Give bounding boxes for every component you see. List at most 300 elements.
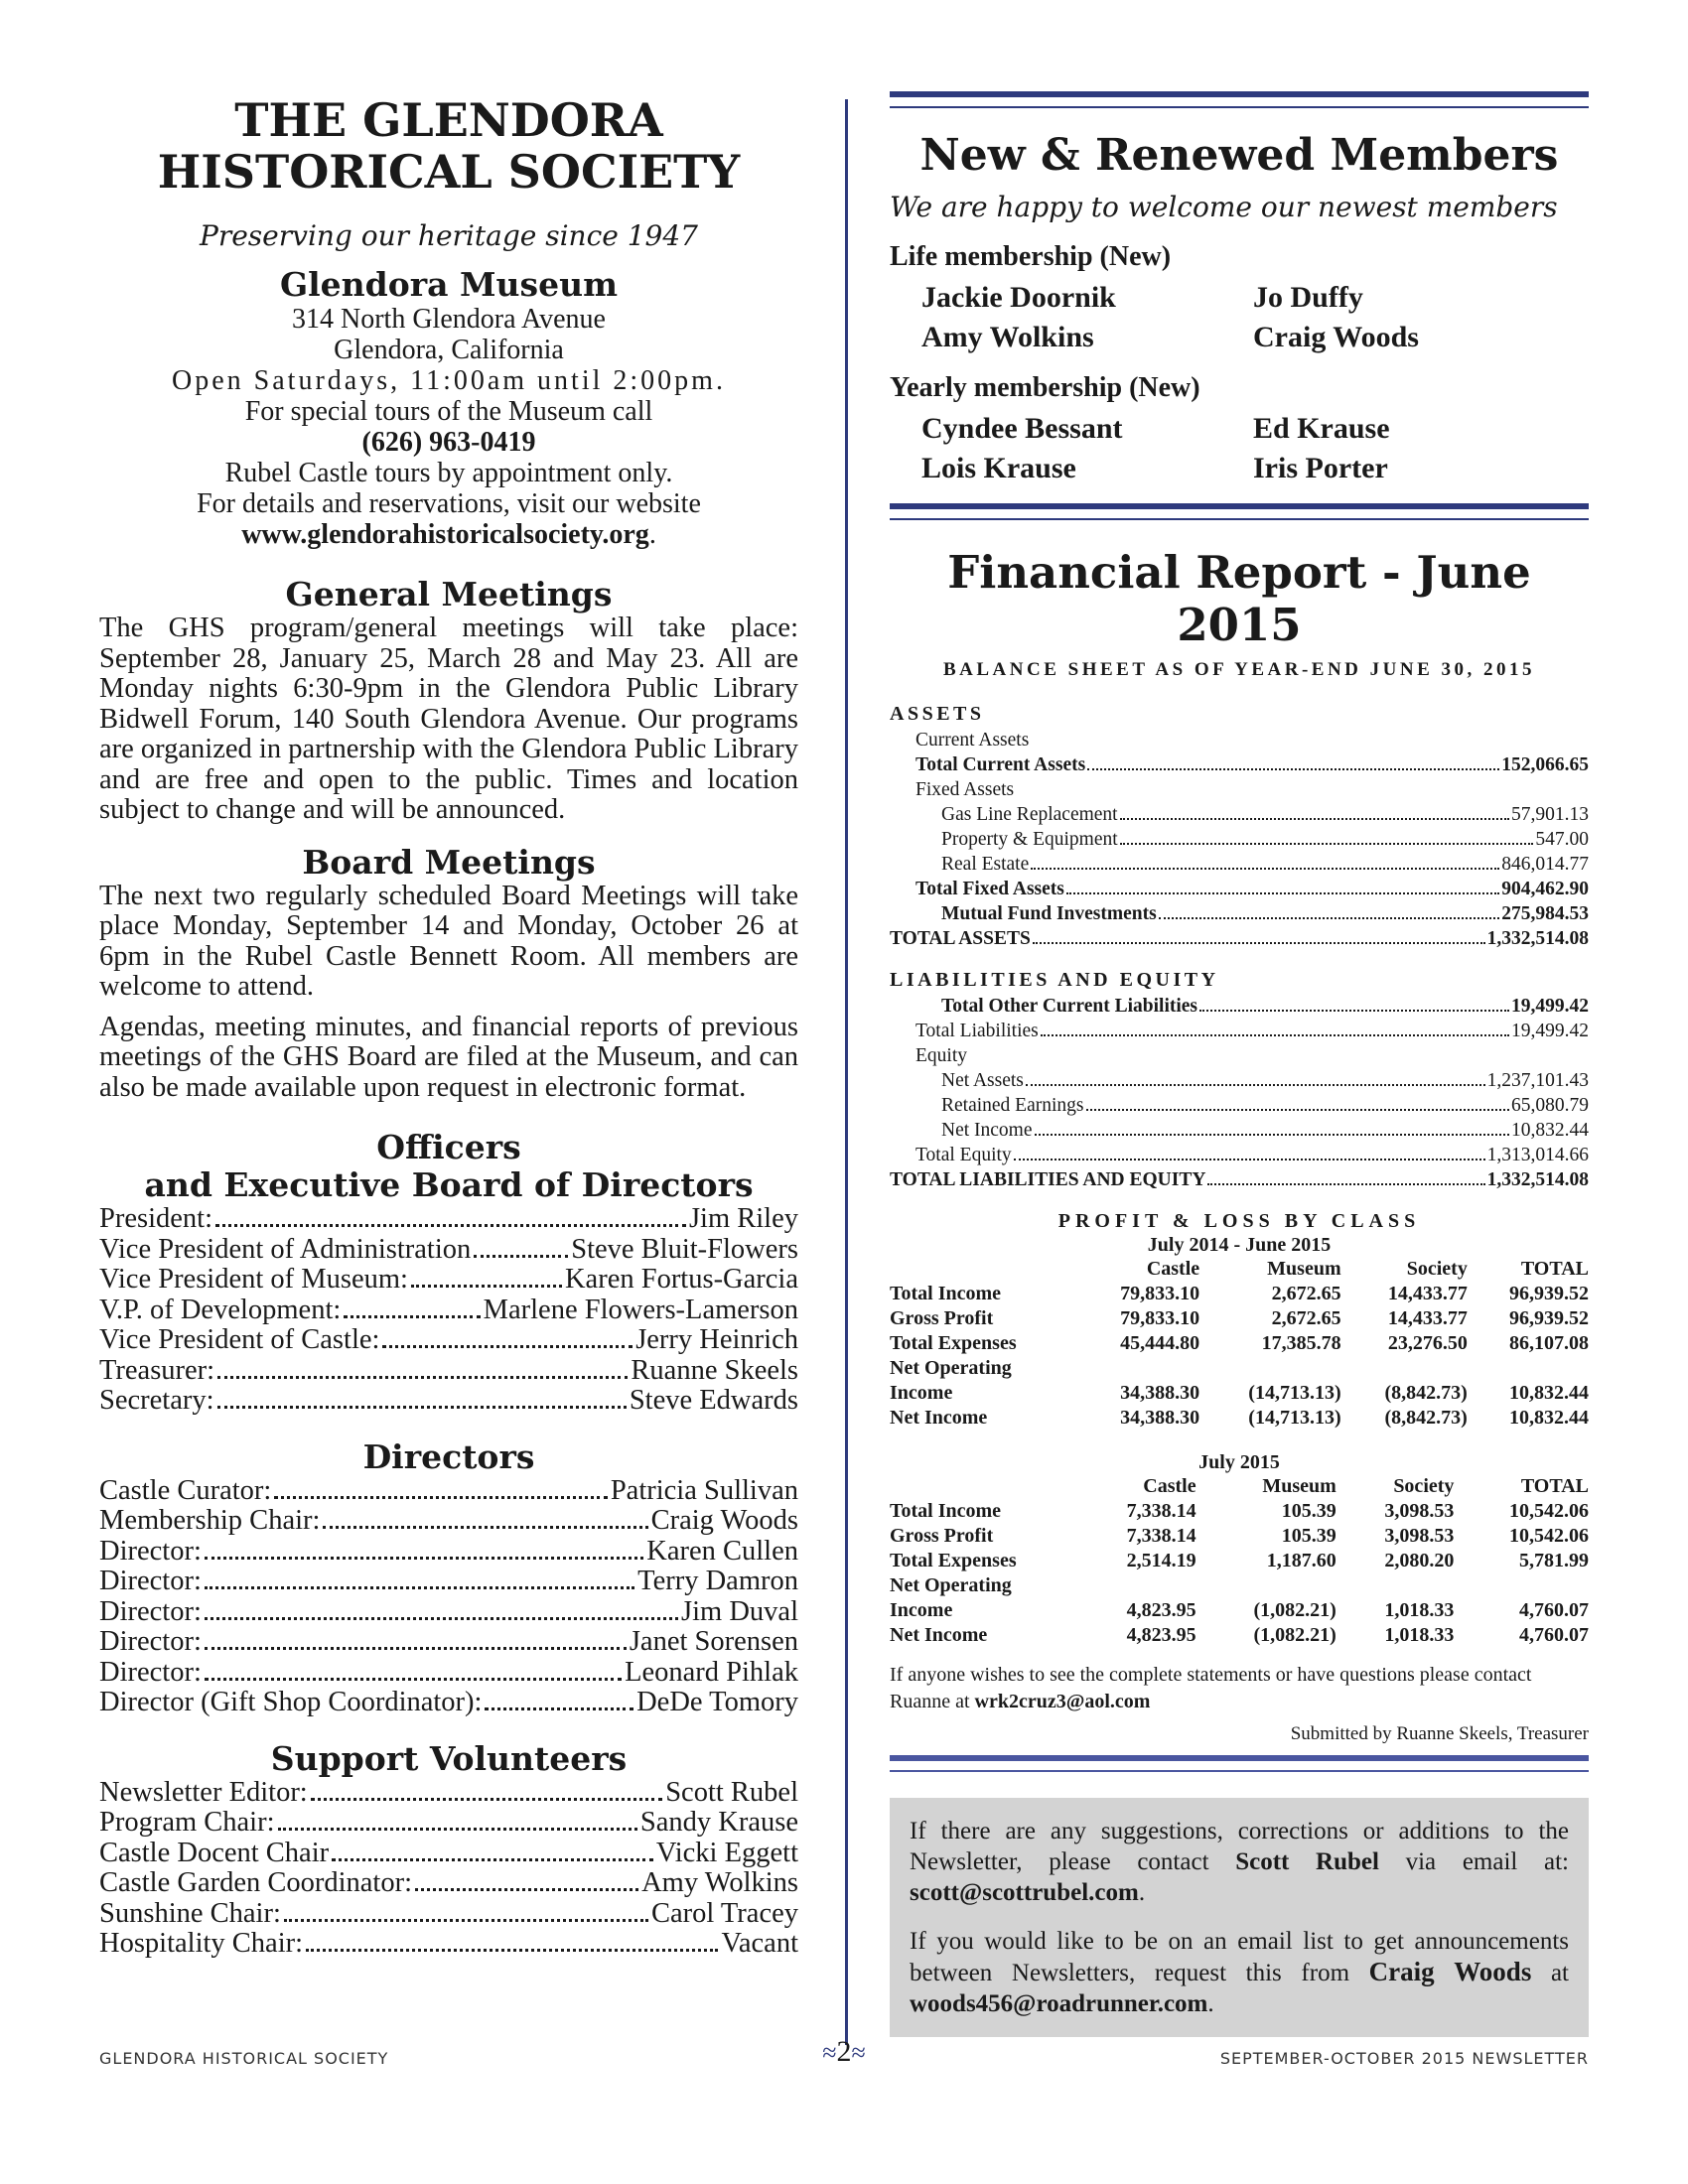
pl-table xyxy=(890,1474,1589,1648)
dot-leader xyxy=(344,1315,480,1318)
pl-column-header: Society xyxy=(1406,1258,1468,1280)
pl-row xyxy=(890,1499,1589,1524)
website-line xyxy=(99,519,798,550)
pl-cell: 5,781.99 xyxy=(1519,1550,1589,1571)
roster-role: Director (Gift Shop Coordinator): xyxy=(99,1687,483,1717)
financial-title: Financial Report - June 2015 xyxy=(947,546,1531,651)
dot-leader xyxy=(485,1707,633,1710)
pl-cell: 1,018.33 xyxy=(1384,1624,1455,1646)
pl-cell xyxy=(1454,1573,1589,1598)
roster-row xyxy=(99,1567,798,1597)
dot-leader xyxy=(1159,917,1500,919)
pl-cell: 2,080.20 xyxy=(1384,1550,1455,1571)
footer-right: SEPTEMBER-OCTOBER 2015 NEWSLETTER xyxy=(1219,2049,1589,2068)
roster-row xyxy=(99,1476,798,1507)
financial-line xyxy=(890,1043,1589,1068)
dot-leader xyxy=(1086,1109,1510,1111)
pl-row xyxy=(890,1573,1589,1598)
financial-line xyxy=(890,777,1589,802)
dot-leader xyxy=(1026,1084,1485,1086)
dot-leader xyxy=(411,1285,562,1288)
roster-row xyxy=(99,1204,798,1235)
swirl-icon: ≈ xyxy=(851,2038,866,2067)
pl-cell: 2,672.65 xyxy=(1271,1307,1341,1329)
pl-cell: 10,542.06 xyxy=(1509,1525,1589,1547)
pl-row-label: Gross Profit xyxy=(890,1525,994,1547)
pl-period: July 2015 xyxy=(1198,1451,1280,1473)
dot-leader xyxy=(323,1526,647,1529)
pl-row-label: Net Income xyxy=(890,1624,988,1646)
pl-row-label: Gross Profit xyxy=(890,1307,994,1329)
roster-role: Vice President of Castle: xyxy=(99,1324,380,1355)
dot-leader xyxy=(205,1678,622,1681)
pl-cell: 96,939.52 xyxy=(1509,1307,1589,1329)
line-value: 19,499.42 xyxy=(1511,1021,1589,1041)
line-label: Net Income xyxy=(941,1120,1033,1141)
roster-role: Hospitality Chair: xyxy=(99,1928,304,1959)
roster-name: Marlene Flowers-Lamerson xyxy=(483,1294,798,1325)
dot-leader xyxy=(1041,1034,1509,1036)
roster-name: Janet Sorensen xyxy=(629,1626,798,1657)
roster-role: Treasurer: xyxy=(99,1354,215,1386)
pl-cell: 34,388.30 xyxy=(1120,1382,1200,1404)
pl-cell: (1,082.21) xyxy=(1253,1599,1336,1621)
roster-role: Director: xyxy=(99,1656,202,1688)
masthead-line-1: THE GLENDORA xyxy=(234,93,663,147)
pl-cell xyxy=(1196,1573,1336,1598)
board-meetings-title: Board Meetings xyxy=(302,842,596,882)
pl-cell xyxy=(1199,1356,1340,1381)
pl-cell xyxy=(1468,1356,1589,1381)
dot-leader xyxy=(1035,1134,1509,1136)
roster-row xyxy=(99,1868,798,1899)
roster-name: Sandy Krause xyxy=(639,1807,798,1838)
roster-name: Craig Woods xyxy=(650,1505,798,1536)
roster-name: Terry Damron xyxy=(637,1566,798,1596)
dot-leader xyxy=(278,1828,637,1831)
pl-cell: (1,082.21) xyxy=(1253,1624,1336,1646)
roster-role: Director: xyxy=(99,1626,202,1657)
dot-leader xyxy=(1120,843,1534,845)
pl-cell: 45,444.80 xyxy=(1120,1332,1200,1354)
line-label: Equity xyxy=(915,1045,967,1066)
financial-bottom-rule xyxy=(890,1755,1589,1772)
financial-line xyxy=(890,1068,1589,1093)
roster-role: Director: xyxy=(99,1566,202,1596)
pl-cell: (8,842.73) xyxy=(1384,1382,1468,1404)
members-top-rule xyxy=(890,91,1589,108)
roster-role: Newsletter Editor: xyxy=(99,1776,308,1808)
financial-line xyxy=(890,901,1589,926)
pl-header-row xyxy=(890,1257,1589,1282)
line-label: Total Equity xyxy=(915,1145,1012,1165)
assets-heading: ASSETS xyxy=(890,703,985,725)
roster-name: Steve Bluit-Flowers xyxy=(571,1233,798,1265)
roster-role: Castle Docent Chair xyxy=(99,1837,330,1868)
financial-line xyxy=(890,1143,1589,1167)
dot-leader xyxy=(205,1647,627,1650)
submitted-by: Submitted by Ruanne Skeels, Treasurer xyxy=(1290,1723,1589,1744)
contact-text: If you would like to be on an email list to get announcements between Newsletters, request this from xyxy=(910,1928,1569,1986)
dot-leader xyxy=(215,1224,686,1227)
financial-note xyxy=(890,1662,1589,1715)
pl-row xyxy=(890,1598,1589,1623)
line-label: TOTAL LIABILITIES AND EQUITY xyxy=(890,1169,1206,1190)
roster-row xyxy=(99,1808,798,1839)
pl-cell: 105.39 xyxy=(1281,1500,1336,1522)
pl-cell xyxy=(1336,1573,1455,1598)
line-value: 19,499.42 xyxy=(1511,996,1589,1017)
pl-row-label: Net Operating xyxy=(890,1357,1012,1379)
volunteers-list xyxy=(99,1778,798,1960)
dot-leader xyxy=(1066,892,1499,894)
line-label: Retained Earnings xyxy=(941,1095,1084,1116)
officers-title: Officers xyxy=(376,1128,521,1166)
member-name: Jackie Doornik xyxy=(921,281,1116,314)
line-label: Real Estate xyxy=(941,854,1030,875)
dot-leader xyxy=(1120,818,1509,820)
roster-name: Leonard Pihlak xyxy=(625,1656,798,1688)
line-label: Gas Line Replacement xyxy=(941,804,1118,825)
line-value: 1,332,514.08 xyxy=(1486,928,1589,949)
financial-line xyxy=(890,752,1589,777)
dot-leader xyxy=(1199,1010,1509,1012)
pl-cell: 10,832.44 xyxy=(1509,1407,1589,1429)
member-name: Lois Krause xyxy=(921,452,1076,484)
life-membership-label: Life membership (New) xyxy=(890,241,1172,272)
line-value: 846,014.77 xyxy=(1501,854,1589,875)
pl-column-header: Museum xyxy=(1267,1258,1341,1280)
membership-email-link[interactable]: woods456@roadrunner.com xyxy=(910,1990,1208,2017)
pl-row xyxy=(890,1623,1589,1648)
directors-title: Directors xyxy=(362,1436,535,1476)
roster-name: Amy Wolkins xyxy=(641,1867,798,1898)
line-label: Total Other Current Liabilities xyxy=(941,996,1198,1017)
dot-leader xyxy=(205,1557,643,1560)
masthead-line-2: HISTORICAL SOCIETY xyxy=(157,145,741,199)
roster-name: Vacant xyxy=(721,1928,798,1959)
pl-cell: 17,385.78 xyxy=(1261,1332,1341,1354)
pl-column-header: Castle xyxy=(1143,1475,1196,1497)
pl-row xyxy=(890,1306,1589,1331)
life-members xyxy=(890,281,1589,354)
roster-row xyxy=(99,1265,798,1296)
financial-line xyxy=(890,994,1589,1019)
financial-line xyxy=(890,1093,1589,1118)
financial-line xyxy=(890,852,1589,877)
pl-cell: 105.39 xyxy=(1281,1525,1336,1547)
member-name: Ed Krause xyxy=(1253,412,1390,445)
pl-heading: PROFIT & LOSS BY CLASS xyxy=(1057,1210,1421,1232)
pl-row xyxy=(890,1331,1589,1356)
roster-name: Jim Duval xyxy=(681,1595,798,1627)
contact-box xyxy=(890,1798,1589,2037)
line-value: 1,313,014.66 xyxy=(1486,1145,1589,1165)
contact-text: via email at: xyxy=(1378,1848,1570,1875)
financial-line xyxy=(890,728,1589,752)
line-value: 57,901.13 xyxy=(1511,804,1589,825)
pl-cell: 7,338.14 xyxy=(1126,1525,1196,1547)
line-label: Property & Equipment xyxy=(941,829,1118,850)
treasurer-email-link[interactable]: wrk2cruz3@aol.com xyxy=(974,1691,1151,1712)
pl-cell: 34,388.30 xyxy=(1120,1407,1200,1429)
pl-cell: 4,823.95 xyxy=(1126,1599,1196,1621)
pl-table xyxy=(890,1257,1589,1431)
pl-column-header: TOTAL xyxy=(1520,1258,1589,1280)
dot-leader xyxy=(1207,1183,1484,1185)
note-text: If anyone wishes to see the complete statements or have questions please contact Ruanne at xyxy=(890,1664,1532,1712)
line-label: Total Liabilities xyxy=(915,1021,1039,1041)
roster-role: Sunshine Chair: xyxy=(99,1897,281,1929)
dot-leader xyxy=(217,1376,628,1379)
liabilities-list xyxy=(890,994,1589,1192)
line-value: 904,462.90 xyxy=(1501,879,1589,899)
officers-subtitle: and Executive Board of Directors xyxy=(144,1165,754,1204)
pl-row xyxy=(890,1549,1589,1573)
pl-row-label: Net Operating xyxy=(890,1574,1012,1596)
roster-role: Director: xyxy=(99,1535,202,1567)
dot-leader xyxy=(205,1617,678,1620)
pl-cell: (14,713.13) xyxy=(1248,1407,1341,1429)
line-label: Mutual Fund Investments xyxy=(941,903,1157,924)
swirl-icon: ≈ xyxy=(822,2038,837,2067)
pl-cell xyxy=(1078,1356,1199,1381)
yearly-membership-label: Yearly membership (New) xyxy=(890,372,1200,403)
pl-cell: 7,338.14 xyxy=(1126,1500,1196,1522)
financial-line xyxy=(890,926,1589,951)
roster-row xyxy=(99,1688,798,1718)
website-period: . xyxy=(648,519,656,550)
pl-cell: 3,098.53 xyxy=(1384,1525,1455,1547)
pl-cell: 23,276.50 xyxy=(1387,1332,1468,1354)
assets-list xyxy=(890,728,1589,951)
pl-column-header: Society xyxy=(1393,1475,1455,1497)
pl-cell: 14,433.77 xyxy=(1387,1283,1468,1304)
museum-address: 314 North Glendora Avenue xyxy=(292,304,606,335)
website-link[interactable]: www.glendorahistoricalsociety.org xyxy=(241,519,649,550)
dot-leader xyxy=(217,1406,627,1409)
contact-paragraph-1 xyxy=(910,1816,1569,1908)
contact-text: . xyxy=(1207,1990,1214,2017)
pl-cell: 2,672.65 xyxy=(1271,1283,1341,1304)
museum-hours: Open Saturdays, 11:00am until 2:00pm. xyxy=(172,365,726,396)
board-meetings-text-2: Agendas, meeting minutes, and financial reports of previous meetings of the GHS Board are filed at the Museum, and can also be made available upon request in electronic format. xyxy=(99,1011,798,1103)
pl-cell: 86,107.08 xyxy=(1509,1332,1589,1354)
roster-row xyxy=(99,1235,798,1266)
museum-city: Glendora, California xyxy=(334,335,564,365)
financial-line xyxy=(890,1167,1589,1192)
member-name: Amy Wolkins xyxy=(921,321,1094,353)
pl-cell xyxy=(1341,1356,1468,1381)
board-meetings-text-1: The next two regularly scheduled Board Meetings will take place Monday, September 14 and Monday, October 26 at 6pm in the Rubel Castle Bennett Room. All members are welcome to attend. xyxy=(99,880,798,1002)
roster-row xyxy=(99,1325,798,1356)
pl-cell: 3,098.53 xyxy=(1384,1500,1455,1522)
line-value: 547.00 xyxy=(1535,829,1589,850)
roster-role: Membership Chair: xyxy=(99,1505,321,1536)
dot-leader xyxy=(274,1496,607,1499)
roster-row xyxy=(99,1839,798,1869)
pl-column-header: Castle xyxy=(1146,1258,1200,1280)
financial-line xyxy=(890,1019,1589,1043)
roster-row xyxy=(99,1627,798,1658)
line-label: Fixed Assets xyxy=(915,779,1015,800)
contact-text: If there are any suggestions, corrections or additions to the Newsletter, please contact xyxy=(910,1818,1569,1875)
roster-role: President: xyxy=(99,1203,212,1234)
pl-row-label: Net Income xyxy=(890,1407,988,1429)
dot-leader xyxy=(311,1798,662,1801)
pl-cell: 79,833.10 xyxy=(1120,1307,1200,1329)
roster-role: Vice President of Museum: xyxy=(99,1264,408,1295)
member-name: Craig Woods xyxy=(1253,321,1419,353)
dot-leader xyxy=(284,1919,648,1922)
yearly-members xyxy=(890,412,1589,485)
pl-row-label: Total Expenses xyxy=(890,1332,1017,1354)
line-value: 152,066.65 xyxy=(1501,754,1589,775)
financial-line xyxy=(890,1118,1589,1143)
dot-leader xyxy=(1033,942,1485,944)
membership-name: Craig Woods xyxy=(1368,1957,1532,1986)
contact-paragraph-2 xyxy=(910,1926,1569,2019)
museum-tours: For special tours of the Museum call xyxy=(244,396,653,427)
roster-name: Jim Riley xyxy=(688,1203,798,1234)
pl-cell: 10,542.06 xyxy=(1509,1500,1589,1522)
column-divider xyxy=(845,99,848,2045)
roster-role: V.P. of Development: xyxy=(99,1294,342,1325)
financial-line xyxy=(890,827,1589,852)
pl-tables xyxy=(890,1233,1589,1648)
members-title: New & Renewed Members xyxy=(919,130,1559,181)
member-name: Cyndee Bessant xyxy=(921,412,1123,445)
roster-row xyxy=(99,1899,798,1930)
line-label: Net Assets xyxy=(941,1070,1024,1091)
right-column xyxy=(890,91,1589,2037)
tagline: Preserving our heritage since 1947 xyxy=(200,219,698,252)
dot-leader xyxy=(474,1255,568,1258)
line-value: 275,984.53 xyxy=(1501,903,1589,924)
museum-details: For details and reservations, visit our website xyxy=(197,488,701,519)
roster-row xyxy=(99,1597,798,1628)
dot-leader xyxy=(382,1345,633,1348)
footer-left: GLENDORA HISTORICAL SOCIETY xyxy=(99,2049,389,2068)
dot-leader xyxy=(1014,1159,1485,1160)
roster-role: Castle Garden Coordinator: xyxy=(99,1867,413,1898)
pl-row xyxy=(890,1524,1589,1549)
roster-name: Karen Fortus-Garcia xyxy=(564,1264,798,1295)
pl-period: July 2014 - June 2015 xyxy=(1147,1234,1332,1256)
masthead xyxy=(99,94,798,198)
roster-role: Secretary: xyxy=(99,1385,214,1416)
balance-sheet-subtitle: BALANCE SHEET AS OF YEAR-END JUNE 30, 2015 xyxy=(942,659,1536,680)
contact-text: . xyxy=(1138,1879,1146,1906)
roster-row xyxy=(99,1386,798,1417)
pl-row xyxy=(890,1282,1589,1306)
roster-name: Ruanne Skeels xyxy=(631,1354,798,1386)
roster-name: DeDe Tomory xyxy=(636,1687,798,1717)
roster-role: Vice President of Administration xyxy=(99,1233,472,1265)
pl-cell: 4,760.07 xyxy=(1519,1599,1589,1621)
directors-list xyxy=(99,1476,798,1718)
left-column xyxy=(99,94,798,1960)
pl-row xyxy=(890,1356,1589,1381)
pl-cell: 4,823.95 xyxy=(1126,1624,1196,1646)
roster-row xyxy=(99,1929,798,1960)
pl-cell: 2,514.19 xyxy=(1126,1550,1196,1571)
member-name: Jo Duffy xyxy=(1253,281,1363,314)
pl-row xyxy=(890,1406,1589,1431)
pl-cell: 96,939.52 xyxy=(1509,1283,1589,1304)
museum-phone: (626) 963-0419 xyxy=(361,427,536,458)
dot-leader xyxy=(1087,768,1499,770)
roster-name: Vicki Eggett xyxy=(655,1837,798,1868)
editor-name: Scott Rubel xyxy=(1235,1848,1379,1875)
line-value: 10,832.44 xyxy=(1511,1120,1589,1141)
line-label: Current Assets xyxy=(915,730,1030,751)
dot-leader xyxy=(415,1888,638,1891)
roster-row xyxy=(99,1296,798,1326)
pl-cell xyxy=(1078,1573,1196,1598)
officers-list xyxy=(99,1204,798,1417)
roster-name: Karen Cullen xyxy=(646,1535,798,1567)
financial-line xyxy=(890,877,1589,901)
pl-cell: 1,187.60 xyxy=(1266,1550,1336,1571)
roster-name: Scott Rubel xyxy=(665,1776,798,1808)
volunteers-title: Support Volunteers xyxy=(270,1738,628,1778)
pl-header-row xyxy=(890,1474,1589,1499)
general-meetings-text: The GHS program/general meetings will take place: September 28, January 25, March 28 and May 23. All are Monday nights 6:30-9pm in the Glendora Public Library Bidwell Forum, 140 South Glendora Avenue. Our programs are organized in partnership with the Glendora Public Library and are free and open to the public. Times and location subject to change and will be announced. xyxy=(99,613,798,825)
page-number-ornament xyxy=(784,2035,904,2069)
line-value: 1,332,514.08 xyxy=(1486,1169,1589,1190)
page-number: 2 xyxy=(836,2035,852,2068)
pl-row xyxy=(890,1381,1589,1406)
editor-email-link[interactable]: scott@scottrubel.com xyxy=(910,1879,1139,1906)
contact-text: at xyxy=(1531,1960,1570,1986)
roster-role: Castle Curator: xyxy=(99,1474,272,1506)
pl-cell: 14,433.77 xyxy=(1387,1307,1468,1329)
roster-name: Steve Edwards xyxy=(629,1385,798,1416)
pl-cell: 79,833.10 xyxy=(1120,1283,1200,1304)
roster-name: Patricia Sullivan xyxy=(610,1474,798,1506)
pl-cell: 4,760.07 xyxy=(1519,1624,1589,1646)
pl-row-label: Total Income xyxy=(890,1283,1002,1304)
line-label: Total Fixed Assets xyxy=(915,879,1064,899)
pl-row-label: Income xyxy=(890,1599,953,1621)
financial-line xyxy=(890,802,1589,827)
roster-row xyxy=(99,1778,798,1809)
pl-cell: (8,842.73) xyxy=(1384,1407,1468,1429)
roster-role: Director: xyxy=(99,1595,202,1627)
line-label: Total Current Assets xyxy=(915,754,1086,775)
line-value: 65,080.79 xyxy=(1511,1095,1589,1116)
roster-row xyxy=(99,1506,798,1537)
pl-header-blank xyxy=(890,1257,1078,1282)
roster-name: Jerry Heinrich xyxy=(635,1324,798,1355)
members-welcome: We are happy to welcome our newest members xyxy=(890,191,1558,223)
roster-row xyxy=(99,1356,798,1387)
liabilities-heading: LIABILITIES AND EQUITY xyxy=(890,969,1219,991)
pl-cell: 10,832.44 xyxy=(1509,1382,1589,1404)
dot-leader xyxy=(1031,868,1499,870)
dot-leader xyxy=(332,1858,653,1861)
general-meetings-title: General Meetings xyxy=(285,575,613,614)
pl-column-header: Museum xyxy=(1262,1475,1336,1497)
roster-role: Program Chair: xyxy=(99,1807,275,1838)
member-name: Iris Porter xyxy=(1253,452,1388,484)
pl-cell: (14,713.13) xyxy=(1248,1382,1341,1404)
dot-leader xyxy=(306,1949,718,1952)
pl-header-blank xyxy=(890,1474,1078,1499)
castle-tours: Rubel Castle tours by appointment only. xyxy=(224,458,673,488)
dot-leader xyxy=(205,1586,634,1589)
